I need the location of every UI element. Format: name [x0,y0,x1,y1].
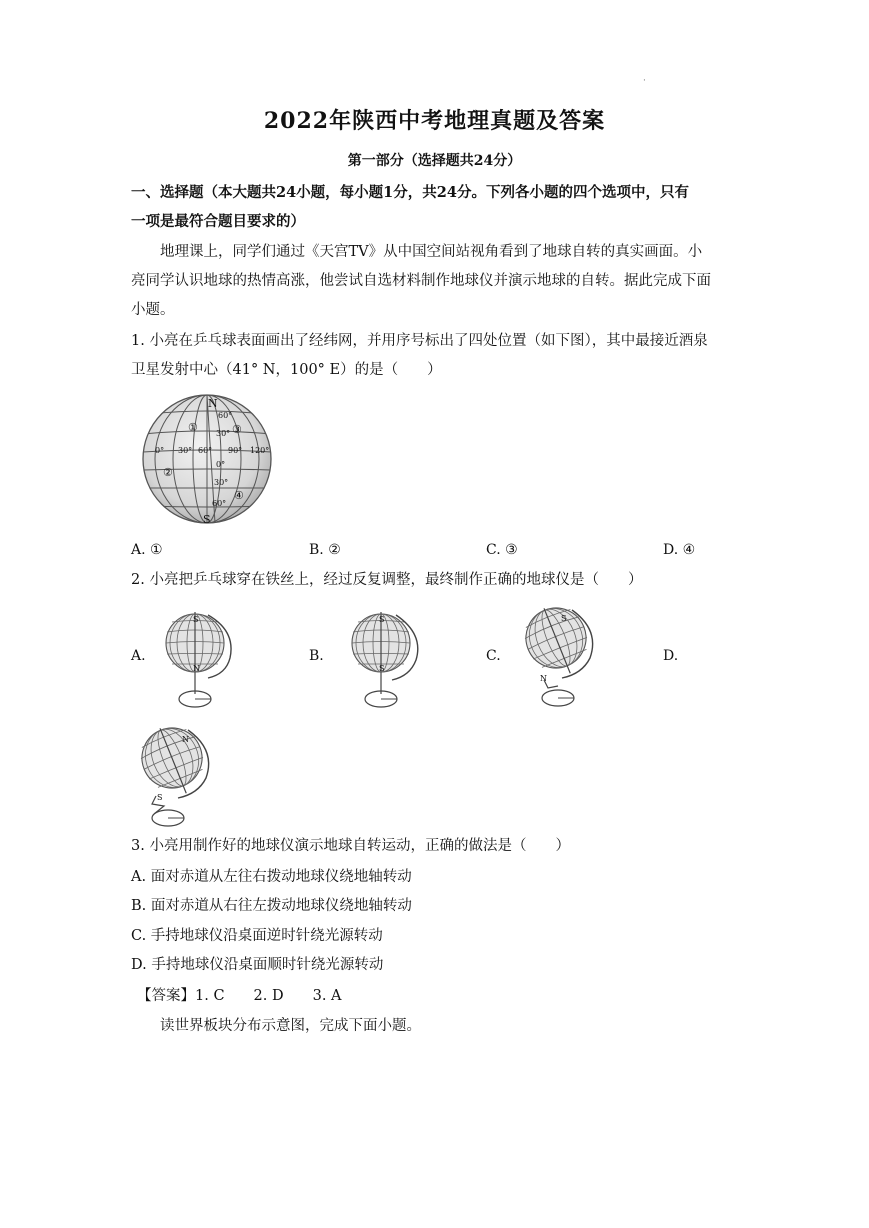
next-intro: 读世界板块分布示意图，完成下面小题。 [160,1018,421,1034]
part-title: 第一部分（选择题共24分） [347,153,522,169]
q1-option-b: B. ② [309,542,341,558]
globe-c-top-pole: S [561,614,567,623]
q1-option-a: A. ① [131,542,163,558]
globe-d-bottom-pole: S [157,793,163,802]
globe-lon-label-120: 120° [250,446,270,455]
q2-label-b: B. [309,648,324,664]
intro-line2: 亮同学认识地球的热情高涨，他尝试自选材料制作地球仪并演示地球的自转。据此完成下面 [131,273,711,289]
q1-stem-line1: 1. 小亮在乒乓球表面画出了经纬网，并用序号标出了四处位置（如下图），其中最接近酒泉 [131,333,708,349]
q3-option-d: D. 手持地球仪沿桌面顺时针绕光源转动 [131,957,384,973]
globe-marker-3: ③ [232,423,242,436]
globe-lat-label-60n: 60° [218,411,233,420]
q3-option-c: C. 手持地球仪沿桌面逆时针绕光源转动 [131,928,383,944]
q3-stem: 3. 小亮用制作好的地球仪演示地球自转运动，正确的做法是（ ） [131,838,570,854]
q2-label-a: A. [131,648,146,664]
globe-b-bottom-pole: S [379,664,385,673]
globe-marker-4: ④ [234,489,244,502]
globe-south-label: S [203,513,211,526]
q2-stem: 2. 小亮把乒乓球穿在铁丝上，经过反复调整，最终制作正确的地球仪是（ ） [131,572,643,588]
section-heading-line2: 一项是最符合题目要求的） [131,213,305,230]
globe-a-bottom-pole: N [193,664,200,673]
q3-option-b: B. 面对赤道从右往左拨动地球仪绕地轴转动 [131,898,412,914]
globe-north-label: N [208,397,218,410]
intro-line1: 地理课上，同学们通过《天宫TV》从中国空间站视角看到了地球自转的真实画面。小 [160,244,703,260]
globe-lon-label-30: 30° [178,446,193,455]
globe-option-d [134,722,218,830]
globe-a-top-pole: S [193,615,199,624]
intro-line3: 小题。 [131,302,175,318]
globe-lon-label-0: 0° [155,446,165,455]
q1-option-c: C. ③ [486,542,518,558]
globe-c-bottom-pole: N [540,674,547,683]
globe-lat-label-0: 0° [216,460,226,469]
globe-marker-2: ② [163,466,173,479]
globe-lat-label-30n: 30° [216,429,231,438]
q1-stem-line2: 卫星发射中心（41° N，100° E）的是（ ） [131,362,442,378]
globe-d-top-pole: N [182,735,189,744]
globe-option-c [514,600,604,712]
section-heading-line1: 一、选择题（本大题共24小题，每小题1分，共24分。下列各小题的四个选项中，只有 [131,184,689,201]
globe-lat-label-30s: 30° [214,478,229,487]
q2-label-d: D. [663,648,679,664]
globe-lon-label-60: 60° [198,446,213,455]
page-title: 2022年陕西中考地理真题及答案 [263,108,606,134]
corner-mark: · [643,76,646,86]
q2-label-c: C. [486,648,501,664]
q3-option-a: A. 面对赤道从左往右拨动地球仪绕地轴转动 [131,869,412,885]
globe-marker-1: ① [188,421,198,434]
q1-option-d: D. ④ [663,542,696,558]
answer-line: 【答案】1. C 2. D 3. A [137,988,342,1004]
globe-option-b [344,606,426,712]
globe-lat-label-60s: 60° [212,499,227,508]
globe-b-top-pole: S [379,615,385,624]
globe-lon-label-90: 90° [228,446,243,455]
